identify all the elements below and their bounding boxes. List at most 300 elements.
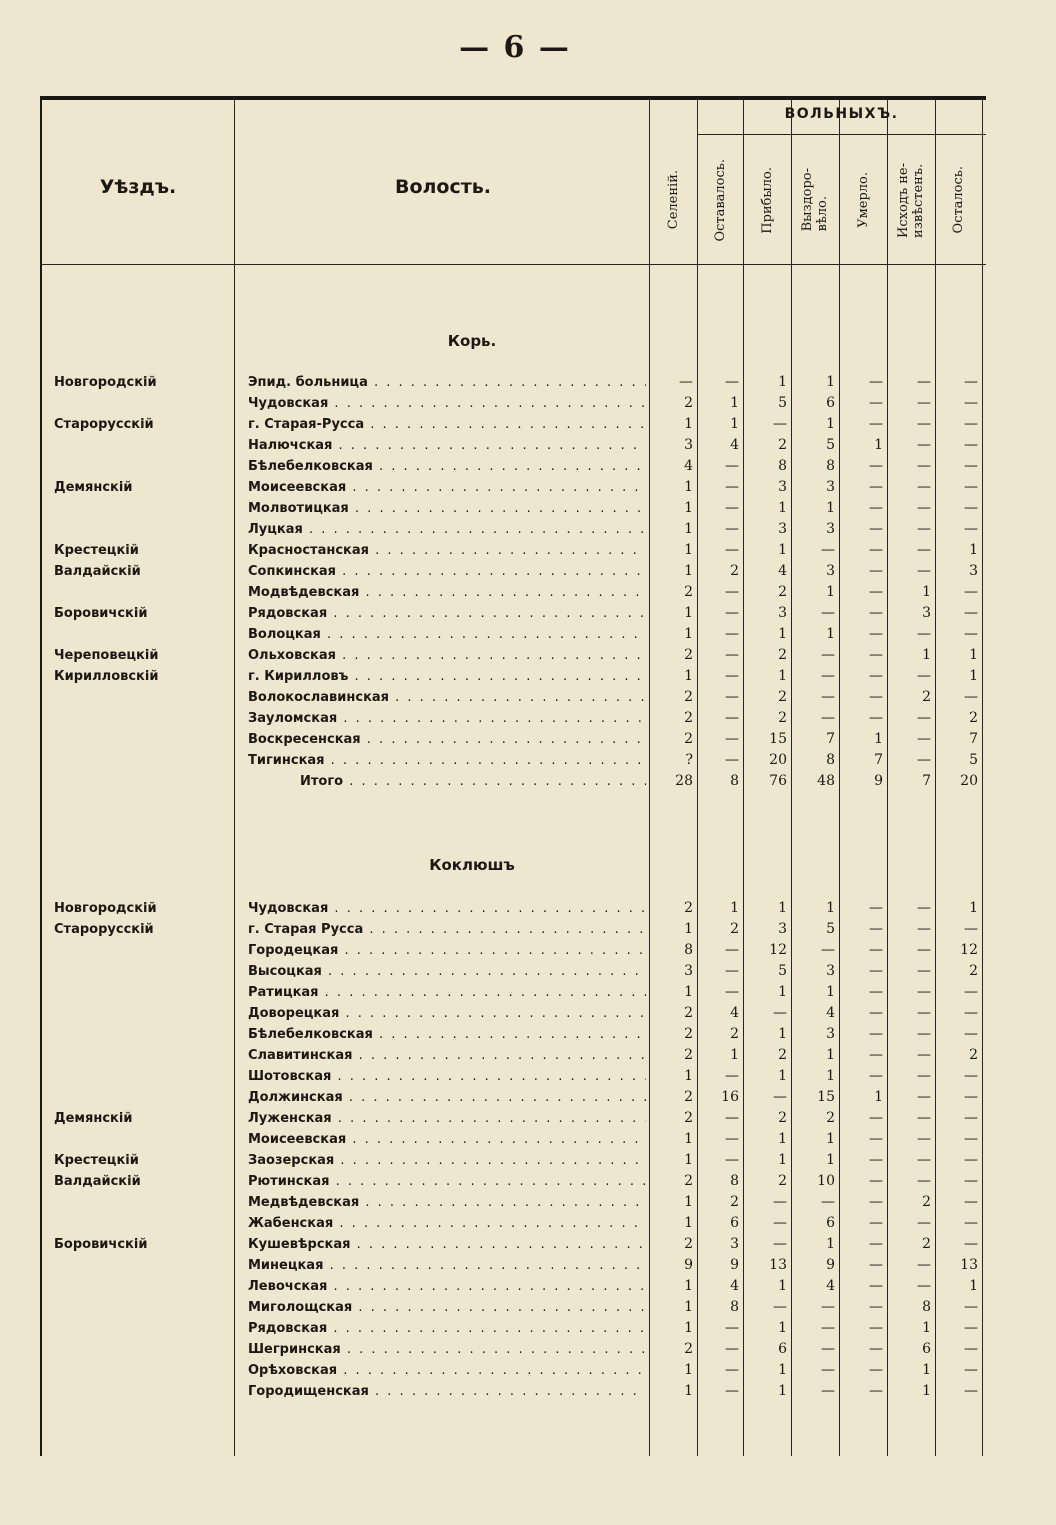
value-cell: — <box>917 963 931 979</box>
table-row <box>42 1024 986 1045</box>
value-cell: 3 <box>778 479 787 495</box>
column-header-umerlo: Умерло. <box>855 172 871 228</box>
volost-cell: Моисеевская . . . <box>248 1129 646 1150</box>
volost-cell: Рядовская . . . <box>248 603 646 624</box>
uezd-cell: Боровичскій <box>54 606 148 621</box>
value-cell: 8 <box>778 458 787 474</box>
value-cell: 13 <box>960 1257 978 1273</box>
column-header-ostavalos: Оставалось. <box>712 158 728 242</box>
value-cell: 1 <box>826 1236 835 1252</box>
value-cell: 1 <box>922 584 931 600</box>
value-cell: 1 <box>778 500 787 516</box>
uezd-cell: Демянскій <box>54 480 133 495</box>
value-cell: 3 <box>684 963 693 979</box>
volost-cell: Ольховская . . . <box>248 645 646 666</box>
value-cell: 9 <box>826 1257 835 1273</box>
value-cell: — <box>821 1341 835 1357</box>
value-cell: — <box>725 668 739 684</box>
uezd-cell: Крестецкій <box>54 543 139 558</box>
table-row <box>42 624 986 645</box>
volost-cell: Налючская . . . <box>248 435 646 456</box>
table-row <box>42 1066 986 1087</box>
value-cell: — <box>869 626 883 642</box>
value-cell: 5 <box>969 752 978 768</box>
value-cell: 1 <box>778 900 787 916</box>
value-cell: 2 <box>684 731 693 747</box>
value-cell: 1 <box>826 500 835 516</box>
value-cell: 48 <box>817 773 835 789</box>
table-row <box>42 961 986 982</box>
volost-cell: Красностанская . . . <box>248 540 646 561</box>
value-cell: — <box>917 1005 931 1021</box>
value-cell: — <box>821 710 835 726</box>
table-row <box>42 1213 986 1234</box>
value-cell: 3 <box>969 563 978 579</box>
value-cell: — <box>917 395 931 411</box>
value-cell: 1 <box>684 563 693 579</box>
volost-cell: Должинская . . . <box>248 1087 646 1108</box>
value-cell: 10 <box>817 1173 835 1189</box>
value-cell: 2 <box>778 710 787 726</box>
value-cell: — <box>869 1236 883 1252</box>
value-cell: — <box>725 1068 739 1084</box>
value-cell: 2 <box>778 647 787 663</box>
value-cell: 2 <box>730 563 739 579</box>
value-cell: — <box>964 1173 978 1189</box>
value-cell: — <box>725 1362 739 1378</box>
value-cell: 2 <box>778 689 787 705</box>
value-cell: 2 <box>730 921 739 937</box>
value-cell: 2 <box>684 1005 693 1021</box>
value-cell: — <box>917 731 931 747</box>
value-cell: — <box>821 1299 835 1315</box>
value-cell: 1 <box>826 374 835 390</box>
value-cell: 7 <box>874 752 883 768</box>
value-cell: — <box>725 984 739 1000</box>
value-cell: — <box>917 1278 931 1294</box>
value-cell: 8 <box>730 773 739 789</box>
volost-cell: Луцкая . . . <box>248 519 646 540</box>
value-cell: — <box>869 605 883 621</box>
value-cell: — <box>725 521 739 537</box>
value-cell: 1 <box>684 1068 693 1084</box>
value-cell: — <box>725 963 739 979</box>
table-row <box>42 540 986 561</box>
value-cell: — <box>869 1362 883 1378</box>
value-cell: — <box>917 752 931 768</box>
value-cell: 3 <box>826 963 835 979</box>
value-cell: — <box>917 1173 931 1189</box>
value-cell: 2 <box>684 900 693 916</box>
value-cell: 9 <box>730 1257 739 1273</box>
value-cell: 1 <box>874 731 883 747</box>
value-cell: — <box>725 731 739 747</box>
column-header-ostalos: Осталось. <box>951 166 966 234</box>
value-cell: — <box>964 1215 978 1231</box>
value-cell: 1 <box>778 1068 787 1084</box>
volost-cell: Славитинская . . . <box>248 1045 646 1066</box>
value-cell: 1 <box>874 437 883 453</box>
value-cell: 8 <box>684 942 693 958</box>
value-cell: — <box>773 1005 787 1021</box>
value-cell: — <box>725 479 739 495</box>
value-cell: — <box>869 647 883 663</box>
value-cell: — <box>821 647 835 663</box>
value-cell: — <box>964 1362 978 1378</box>
volost-cell: Волокославинская . . . <box>248 687 646 708</box>
uezd-cell: Валдайскій <box>54 1174 141 1189</box>
value-cell: 1 <box>969 542 978 558</box>
value-cell: 1 <box>730 395 739 411</box>
value-cell: — <box>964 626 978 642</box>
value-cell: — <box>679 374 693 390</box>
value-cell: 16 <box>721 1089 739 1105</box>
value-cell: 1 <box>826 626 835 642</box>
value-cell: 2 <box>969 1047 978 1063</box>
uezd-cell: Новгородскій <box>54 375 157 390</box>
value-cell: 2 <box>684 395 693 411</box>
value-cell: 1 <box>730 416 739 432</box>
value-cell: — <box>773 1194 787 1210</box>
value-cell: 1 <box>826 1152 835 1168</box>
value-cell: 1 <box>684 1278 693 1294</box>
value-cell: 8 <box>730 1173 739 1189</box>
value-cell: 2 <box>684 1341 693 1357</box>
value-cell: — <box>869 1173 883 1189</box>
value-cell: — <box>869 1194 883 1210</box>
uezd-cell: Старорусскій <box>54 417 154 432</box>
value-cell: — <box>917 626 931 642</box>
value-cell: ? <box>685 752 693 768</box>
value-cell: — <box>869 416 883 432</box>
value-cell: 1 <box>874 1089 883 1105</box>
table-row <box>42 519 986 540</box>
value-cell: — <box>725 1131 739 1147</box>
value-cell: 2 <box>684 1110 693 1126</box>
volost-cell: Кушевѣрская . . . <box>248 1234 646 1255</box>
value-cell: 1 <box>684 542 693 558</box>
value-cell: 1 <box>826 416 835 432</box>
value-cell: 1 <box>684 1299 693 1315</box>
value-cell: — <box>964 1131 978 1147</box>
table-row <box>42 1003 986 1024</box>
value-cell: — <box>917 984 931 1000</box>
value-cell: 2 <box>684 584 693 600</box>
value-cell: 2 <box>684 1236 693 1252</box>
value-cell: — <box>964 374 978 390</box>
value-cell: — <box>725 584 739 600</box>
value-cell: — <box>964 605 978 621</box>
value-cell: — <box>869 1026 883 1042</box>
value-cell: 1 <box>684 1362 693 1378</box>
value-cell: 15 <box>817 1089 835 1105</box>
table-row <box>42 1297 986 1318</box>
value-cell: — <box>869 500 883 516</box>
value-cell: 1 <box>684 605 693 621</box>
volost-header: Волость. <box>394 176 491 198</box>
value-cell: — <box>869 479 883 495</box>
value-cell: — <box>725 1110 739 1126</box>
value-cell: — <box>869 1110 883 1126</box>
value-cell: — <box>917 1215 931 1231</box>
section-title: Коклюшъ <box>429 856 515 874</box>
value-cell: — <box>869 374 883 390</box>
volost-cell: г. Старая Русса . . . <box>248 919 646 940</box>
value-cell: — <box>917 458 931 474</box>
value-cell: 1 <box>922 1320 931 1336</box>
value-cell: — <box>917 942 931 958</box>
value-cell: — <box>725 942 739 958</box>
volost-cell: Воскресенская . . . <box>248 729 646 750</box>
value-cell: 6 <box>826 395 835 411</box>
column-header-iskhod: Исходъ не- извѣстенъ. <box>896 162 926 238</box>
value-cell: — <box>917 1047 931 1063</box>
table-row <box>42 435 986 456</box>
value-cell: — <box>869 458 883 474</box>
uezd-header: Уѣздъ. <box>99 176 177 198</box>
value-cell: — <box>964 1068 978 1084</box>
value-cell: 1 <box>684 1152 693 1168</box>
volost-cell: Молвотицкая . . . <box>248 498 646 519</box>
volost-cell: Рютинская . . . <box>248 1171 646 1192</box>
table-row <box>42 582 986 603</box>
value-cell: — <box>917 921 931 937</box>
value-cell: 1 <box>684 921 693 937</box>
value-cell: — <box>917 500 931 516</box>
value-cell: 3 <box>826 479 835 495</box>
value-cell: 1 <box>778 1383 787 1399</box>
value-cell: — <box>869 984 883 1000</box>
table-row <box>42 1192 986 1213</box>
value-cell: 1 <box>969 668 978 684</box>
value-cell: 3 <box>730 1236 739 1252</box>
value-cell: — <box>821 1362 835 1378</box>
value-cell: — <box>869 668 883 684</box>
value-cell: 3 <box>778 605 787 621</box>
table-row <box>42 1045 986 1066</box>
table-row <box>42 477 986 498</box>
value-cell: 3 <box>826 1026 835 1042</box>
value-cell: 1 <box>684 521 693 537</box>
value-cell: — <box>964 1152 978 1168</box>
value-cell: 1 <box>969 647 978 663</box>
value-cell: — <box>773 1089 787 1105</box>
value-cell: 5 <box>826 437 835 453</box>
value-cell: — <box>773 416 787 432</box>
value-cell: — <box>869 1131 883 1147</box>
volost-cell: Эпид. больница . . . <box>248 372 646 393</box>
value-cell: 2 <box>684 1173 693 1189</box>
table-row <box>42 603 986 624</box>
value-cell: 2 <box>684 710 693 726</box>
value-cell: 5 <box>826 921 835 937</box>
value-cell: 1 <box>684 1215 693 1231</box>
uezd-cell: Старорусскій <box>54 922 154 937</box>
value-cell: 2 <box>684 689 693 705</box>
volost-cell: Зауломская . . . <box>248 708 646 729</box>
table-row <box>42 1318 986 1339</box>
section-title: Корь. <box>447 332 497 350</box>
value-cell: — <box>964 1299 978 1315</box>
volost-cell: Высоцкая . . . <box>248 961 646 982</box>
value-cell: 1 <box>684 479 693 495</box>
value-cell: 12 <box>769 942 787 958</box>
table-row <box>42 1234 986 1255</box>
table-row <box>42 1255 986 1276</box>
value-cell: — <box>869 921 883 937</box>
column-header-pribylo: Прибыло. <box>759 166 775 234</box>
table-row <box>42 456 986 477</box>
value-cell: — <box>869 1299 883 1315</box>
uezd-cell: Демянскій <box>54 1111 133 1126</box>
value-cell: — <box>917 479 931 495</box>
value-cell: — <box>964 521 978 537</box>
value-cell: 2 <box>778 1110 787 1126</box>
value-cell: 3 <box>922 605 931 621</box>
value-cell: 7 <box>826 731 835 747</box>
value-cell: 8 <box>730 1299 739 1315</box>
value-cell: — <box>821 668 835 684</box>
value-cell: 4 <box>778 563 787 579</box>
value-cell: — <box>964 1089 978 1105</box>
value-cell: 4 <box>826 1005 835 1021</box>
value-cell: 5 <box>778 963 787 979</box>
value-cell: 15 <box>769 731 787 747</box>
value-cell: — <box>725 1320 739 1336</box>
volost-cell: Орѣховская . . . <box>248 1360 646 1381</box>
value-cell: 1 <box>778 1362 787 1378</box>
total-label: Итого . . . <box>300 771 646 792</box>
value-cell: 1 <box>778 1026 787 1042</box>
table-row <box>42 940 986 961</box>
value-cell: — <box>917 1257 931 1273</box>
value-cell: — <box>964 689 978 705</box>
value-cell: — <box>917 1089 931 1105</box>
value-cell: 5 <box>778 395 787 411</box>
table-row <box>42 666 986 687</box>
table-row <box>42 645 986 666</box>
uezd-cell: Валдайскій <box>54 564 141 579</box>
value-cell: 2 <box>969 963 978 979</box>
value-cell: — <box>821 605 835 621</box>
table-row <box>42 708 986 729</box>
table-row <box>42 1276 986 1297</box>
table-row <box>42 919 986 940</box>
value-cell: — <box>964 1320 978 1336</box>
value-cell: 2 <box>922 689 931 705</box>
value-cell: — <box>917 1068 931 1084</box>
value-cell: — <box>917 374 931 390</box>
value-cell: 1 <box>826 1068 835 1084</box>
value-cell: 3 <box>826 563 835 579</box>
value-cell: — <box>869 1215 883 1231</box>
value-cell: 9 <box>684 1257 693 1273</box>
volost-cell: г. Кирилловъ . . . <box>248 666 646 687</box>
value-cell: — <box>869 521 883 537</box>
statistics-table <box>40 96 986 1456</box>
volost-cell: Ратицкая . . . <box>248 982 646 1003</box>
value-cell: — <box>917 521 931 537</box>
group-header-rule <box>697 134 986 135</box>
value-cell: 1 <box>684 416 693 432</box>
value-cell: — <box>821 689 835 705</box>
value-cell: — <box>964 458 978 474</box>
volost-cell: Бѣлебелковская . . . <box>248 1024 646 1045</box>
value-cell: 1 <box>684 500 693 516</box>
group-header: ВОЛЬНЫХЪ. <box>784 106 899 122</box>
value-cell: 2 <box>969 710 978 726</box>
value-cell: 1 <box>684 1194 693 1210</box>
value-cell: — <box>917 1110 931 1126</box>
volost-cell: Моисеевская . . . <box>248 477 646 498</box>
value-cell: — <box>917 563 931 579</box>
volost-cell: Левочская . . . <box>248 1276 646 1297</box>
value-cell: — <box>964 1110 978 1126</box>
value-cell: — <box>917 542 931 558</box>
value-cell: 2 <box>922 1236 931 1252</box>
column-header-seleniy: Селеній. <box>665 170 681 230</box>
uezd-cell: Новгородскій <box>54 901 157 916</box>
value-cell: 2 <box>922 1194 931 1210</box>
table-row <box>42 1108 986 1129</box>
volost-cell: Тигинская . . . <box>248 750 646 771</box>
value-cell: — <box>917 1152 931 1168</box>
value-cell: — <box>964 1236 978 1252</box>
value-cell: 4 <box>730 437 739 453</box>
volost-cell: Чудовская . . . <box>248 393 646 414</box>
table-row <box>42 1339 986 1360</box>
table-row <box>42 1360 986 1381</box>
table-row <box>42 1150 986 1171</box>
value-cell: — <box>964 984 978 1000</box>
value-cell: 3 <box>778 921 787 937</box>
value-cell: 1 <box>826 1047 835 1063</box>
volost-cell: Модвѣдевская . . . <box>248 582 646 603</box>
value-cell: — <box>869 1047 883 1063</box>
value-cell: — <box>869 584 883 600</box>
table-row <box>42 498 986 519</box>
value-cell: 2 <box>778 437 787 453</box>
uezd-cell: Крестецкій <box>54 1153 139 1168</box>
value-cell: — <box>964 1194 978 1210</box>
volost-cell: Жабенская . . . <box>248 1213 646 1234</box>
value-cell: 1 <box>922 647 931 663</box>
value-cell: — <box>725 374 739 390</box>
volost-cell: Медвѣдевская . . . <box>248 1192 646 1213</box>
value-cell: — <box>725 1341 739 1357</box>
value-cell: — <box>869 689 883 705</box>
page-number: — 6 — <box>459 30 571 65</box>
value-cell: 1 <box>730 1047 739 1063</box>
value-cell: 4 <box>826 1278 835 1294</box>
value-cell: 1 <box>969 1278 978 1294</box>
table-row <box>42 1381 986 1402</box>
value-cell: 3 <box>826 521 835 537</box>
value-cell: 76 <box>769 773 787 789</box>
value-cell: 2 <box>730 1194 739 1210</box>
value-cell: 1 <box>778 542 787 558</box>
value-cell: — <box>869 710 883 726</box>
volost-cell: Городецкая . . . <box>248 940 646 961</box>
volost-cell: Заозерская . . . <box>248 1150 646 1171</box>
value-cell: 1 <box>684 626 693 642</box>
value-cell: — <box>964 584 978 600</box>
value-cell: — <box>964 479 978 495</box>
value-cell: — <box>964 395 978 411</box>
value-cell: 1 <box>922 1383 931 1399</box>
value-cell: — <box>725 1152 739 1168</box>
value-cell: — <box>869 563 883 579</box>
